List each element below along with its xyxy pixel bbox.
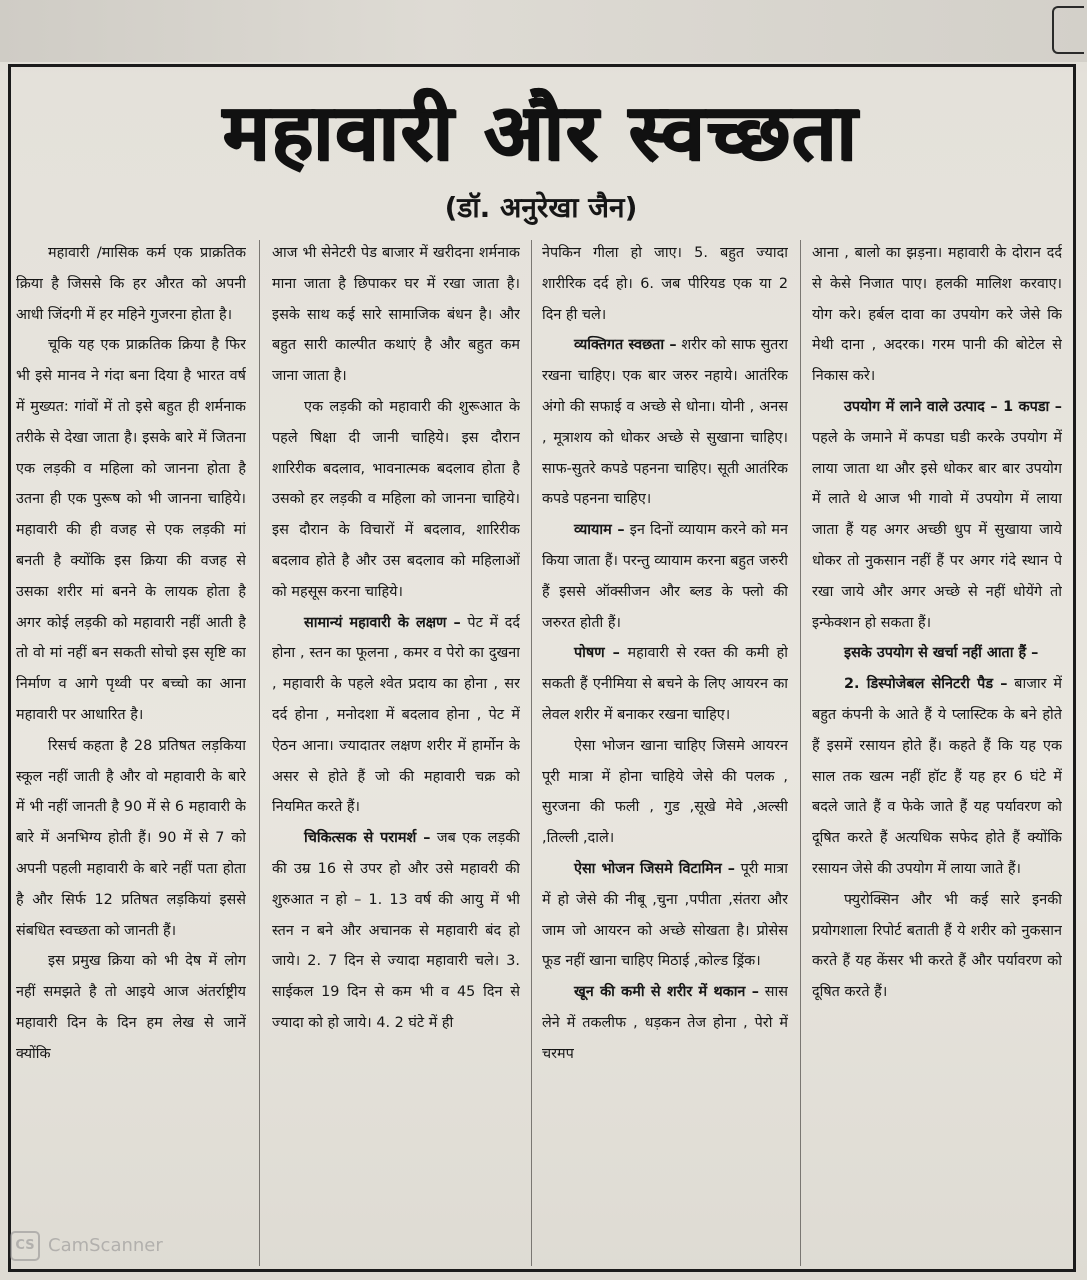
article-paragraph (812, 669, 1062, 885)
paragraph-heading: सामान्यं महावारी के लक्षण – (304, 614, 461, 631)
article-paragraph (16, 238, 246, 330)
paragraph-heading: ऐसा भोजन जिसमे विटामिन – (574, 860, 735, 877)
paragraph-text: नेपकिन गीला हो जाए। 5. बहुत ज्यादा शारीरिक दर्द हो। 6. जब पीरियड एक या 2 दिन ही चले। (542, 245, 788, 323)
article-paragraph (812, 238, 1062, 392)
column-divider (531, 240, 532, 1266)
paragraph-text: एक लड़की को महावारी की शुरूआत के पहले षिक्षा दी जानी चाहिये। इस दौरान शारिरीक बदलाव, भावनात्मक बदलाव होता है उसको हर लड़की व महिला को जानना चाहिये। इस दौरान के विचारों में बदलाव, शारिरीक बदलाव होते है और उस बदलाव को महिलाओं को महसूस करना चाहिये। (272, 398, 520, 600)
corner-box-ornament (1052, 6, 1084, 54)
article-paragraph (272, 823, 520, 1039)
article-byline: (डॉ. अनुरेखा जैन) (444, 191, 638, 224)
paragraph-text: बाजार में बहुत कंपनी के आते हैं ये प्लास्टिक के बने होते हैं इसमें रसायन होते हैं। कहते हैं कि यह एक साल तक खत्म नहीं हॉट हैं यह हर 6 घंटे में बदले जाते हैं व फेके जाते हैं यह पर्यावरण को दूषित करते हैं अत्यधिक सफेद होते हैं क्योंकि रसायन जेसे की उपयोग में लाया जाते हैं। (812, 676, 1062, 877)
article-paragraph (812, 638, 1062, 669)
paragraph-text: पहले के जमाने में कपडा घडी करके उपयोग में लाया जाता था और इसे धोकर बार बार उपयोग में लाते थे आज भी गावो में उपयोग में लाया जाता हैं यह अगर अच्छी धुप में सुखाया जाये धोकर तो नुकसान नहीं हैं पर अगर गंदे स्थान पे रखा जाये और अगर अच्छे से नहीं धोयेंगे तो इन्फेक्शन हो सकता हैं। (812, 429, 1062, 631)
paragraph-heading: 2. डिस्पोजेबल सेनिटरी पैड – (844, 676, 1008, 693)
article-paragraph (272, 238, 520, 392)
article-paragraph (812, 885, 1062, 1008)
paragraph-text: जब एक लड़की की उम्र 16 से उपर हो और उसे महावरी की शुरुआत न हो – 1. 13 वर्ष की आयु में भी स्तन न बने और अचानक से महावारी बंद हो जाये। 2. 7 दिन से ज्यादा महावारी चले। 3. साईकल 19 दिन से कम भी व 45 दिन से ज्यादा को हो जाये। 4. 2 घंटे में ही (272, 830, 520, 1031)
paragraph-text: फ्युरोक्सिन और भी कई सारे इनकी प्रयोगशाला रिपोर्ट बताती हैं ये शरीर को नुकसान करते हैं यह केंसर भी करते हैं और पर्यावरण को दूषित करते हैं। (812, 891, 1062, 1001)
article-paragraph (16, 946, 246, 1069)
paragraph-heading: उपयोग में लाने वाले उत्पाद – 1 कपडा – (844, 398, 1062, 415)
article-paragraph (542, 638, 788, 730)
paragraph-text: पूरी मात्रा में हो जेसे की नीबू ,चुना ,पपीता ,संतरा और जाम जो आयरन को अच्छे सोखता है। प्रोसेस फूड नहीं खाना चाहिए मिठाई ,कोल्ड ड्रिंक। (542, 860, 788, 970)
paragraph-text: ऐसा भोजन खाना चाहिए जिसमे आयरन पूरी मात्रा में होना चाहिये जेसे की पलक , सुरजना की फली , गुड ,सूखे मेवे ,अल्सी ,तिल्ली ,दाले। (542, 737, 788, 847)
article-column-3 (542, 238, 788, 1268)
paragraph-heading: पोषण – (574, 645, 620, 662)
paragraph-heading: व्यक्तिगत स्वछता – (574, 337, 677, 354)
article-paragraph (16, 731, 246, 947)
article-paragraph (542, 977, 788, 1069)
column-divider (800, 240, 801, 1266)
article-paragraph (542, 238, 788, 330)
paragraph-text: शरीर को साफ सुतरा रखना चाहिए। एक बार जरुर नहाये। आतंरिक अंगो की सफाई व अच्छे से धोना। योनी , अनस , मूत्राशय को धोकर अच्छे से सुखाना चाहिए। साफ-सुतरे कपडे पहनना चाहिए। सूती आतंरिक कपडे पहनना चाहिए। (542, 337, 788, 508)
article-paragraph (542, 515, 788, 638)
article-paragraph (542, 854, 788, 977)
paragraph-text: आज भी सेनेटरी पेड बाजार में खरीदना शर्मनाक माना जाता है छिपाकर घर में रखा जाता है। इसके साथ कई सारे सामाजिक बंधन है। और बहुत सारी काल्पीत कथाएं है और बहुत कम जाना जाता है। (272, 245, 520, 385)
paragraph-heading: इसके उपयोग से खर्चा नहीं आता हैं – (844, 645, 1039, 662)
paragraph-text: महावारी /मासिक कर्म एक प्राक्रतिक क्रिया है जिससे कि हर औरत को अपनी आधी जिंदगी में हर महिने गुजरना होता है। (16, 245, 246, 323)
article-paragraph (812, 392, 1062, 638)
article-column-1 (16, 238, 246, 1268)
paragraph-text: महावारी से रक्त की कमी हो सकती हैं एनीमिया से बचने के लिए आयरन का लेवल शरीर में बनाकर रखना चाहिए। (542, 645, 788, 723)
paragraph-heading: व्यायाम – (574, 522, 625, 539)
article-paragraph (542, 330, 788, 515)
paragraph-heading: खून की कमी से शरीर में थकान – (574, 984, 759, 1001)
paragraph-text: रिसर्च कहता है 28 प्रतिषत लड़किया स्कूल नहीं जाती है और वो महावारी के बारे में भी नहीं जानती है 90 में से 6 महावारी के बारे में अनभिग्य होती हैं। 90 में से 7 को अपनी पहली महावारी के बारे नहीं पता होता है और सिर्फ 12 प्रतिषत लड़कियां इससे संबधित स्वच्छता को जानती हैं। (16, 737, 246, 939)
scanner-watermark (10, 1224, 260, 1268)
paragraph-text: पेट में दर्द होना , स्तन का फूलना , कमर व पेरो का दुखना , महावारी के पहले श्वेत प्रदाय का होना , सर दर्द होना , मनोदशा में बदलाव होना , पेट में ऐठन आना। ज्यादातर लक्षण शरीर में हार्मोन के असर से होते हैं जो की महावारी चक्र को नियमित करते हैं। (272, 614, 520, 816)
article-paragraph (272, 392, 520, 608)
paragraph-heading: चिकित्सक से परामर्श – (304, 830, 431, 847)
article-column-4 (812, 238, 1062, 1268)
paragraph-text: आना , बालो का झड़ना। महावारी के दोरान दर्द से केसे निजात पाए। हलकी मालिश करवाए। योग करे। हर्बल दावा का उपयोग करे जेसे कि मेथी दाना , अदरक। गरम पानी की बोटेल से निकास करे। (812, 245, 1062, 385)
paragraph-text: इस प्रमुख क्रिया को भी देष में लोग नहीं समझते है तो आइये आज अंतर्राष्ट्रीय महावारी दिन के दिन हम लेख से जानें क्योंकि (16, 953, 246, 1062)
article-paragraph (542, 731, 788, 854)
article-column-2 (272, 238, 520, 1268)
paragraph-text: सास लेने में तकलीफ , धड़कन तेज होना , पेरो में चरमप (542, 984, 788, 1062)
paragraph-text: इन दिनों व्यायाम करने को मन किया जाता हैं। परन्तु व्यायाम करना बहुत जरुरी हैं इससे ऑक्सीजन और ब्लड के फ्लो की जरुरत होती हैं। (542, 522, 788, 631)
article-paragraph (272, 608, 520, 824)
page-top-margin (0, 0, 1087, 62)
paragraph-text: चूकि यह एक प्राक्रतिक क्रिया है फिर भी इसे मानव ने गंदा बना दिया है भारत वर्ष में मुख्यत: गांवों में तो इसे बहुत ही शर्मनाक तरीके से देखा जाता है। इसके बारे में जितना एक लड़की व महिला को जानना होता है उतना ही एक पुरूष को भी जानना चाहिये। महावारी की ही वजह से एक लड़की मां बनती है क्योंकि इस क्रिया की वजह से उसका शरीर मां बनने के लायक होता है अगर कोई लड़की को महावारी नहीं आती है तो वो मां नहीं बन सकती सोचो इस सृष्टि का निर्माण व आगे पृथ्वी पर बच्चो का आना महावारी पर आधारित है। (16, 337, 246, 723)
camscanner-logo-icon: CS (10, 1231, 40, 1261)
article-paragraph (16, 330, 246, 730)
watermark-text: CamScanner (48, 1235, 163, 1256)
column-divider (259, 240, 260, 1266)
article-headline: महावारी और स्वच्छता (223, 88, 859, 178)
